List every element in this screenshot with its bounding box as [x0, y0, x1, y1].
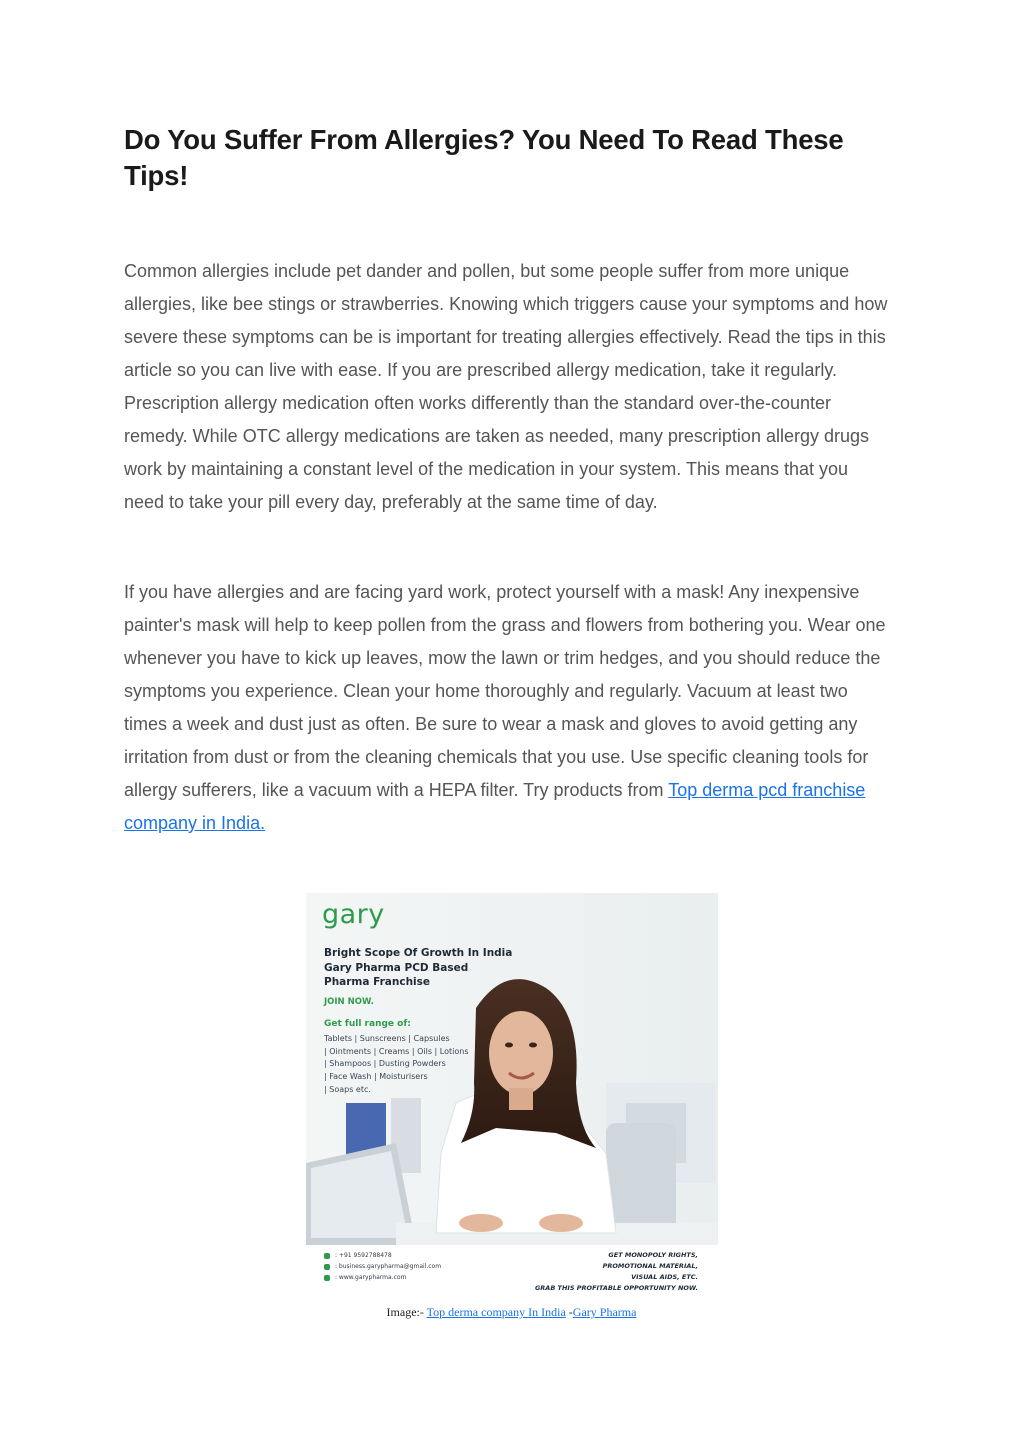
ad-contact-email-text: : business.garypharma@gmail.com — [335, 1263, 442, 1270]
ad-range-line: | Soaps etc. — [324, 1084, 371, 1094]
caption-link-derma-company[interactable]: Top derma company In India — [426, 1305, 566, 1319]
ad-range-title: Get full range of: — [324, 1019, 411, 1029]
ad-offer-line: PROMOTIONAL MATERIAL, — [602, 1262, 698, 1270]
ad-range-line: | Shampoos | Dusting Powders — [324, 1059, 446, 1069]
ad-product-range — [324, 1033, 494, 1097]
ad-range-line: Tablets | Sunscreens | Capsules — [324, 1034, 450, 1043]
paragraph-1: Common allergies include pet dander and pollen, but some people suffer from more unique allergies, like bee stings or strawberries. Knowing which triggers cause your symptoms and how severe these symptoms can be is important for treating allergies effectively. Read the tips in this article so you can live with ease. If you are prescribed allergy medication, take it regularly. Prescription allergy medication often works differently than the standard over-the-counter remedy. While OTC allergy medications are taken as needed, many prescription allergy drugs work by maintaining a constant level of the medication in your system. This means that you need to take your pill every day, preferably at the same time of day. — [124, 261, 888, 512]
ad-join-now: JOIN NOW. — [324, 997, 374, 1007]
gary-logo: gary — [322, 899, 385, 930]
ad-headline-line: Pharma Franchise — [324, 976, 431, 988]
ad-range-line: | Face Wash | Moisturisers — [324, 1072, 428, 1082]
ad-offer-line: GRAB THIS PROFITABLE OPPORTUNITY NOW. — [534, 1284, 698, 1292]
gary-pharma-ad-image — [306, 893, 718, 1295]
caption-separator: - — [565, 1305, 573, 1319]
ad-contact-email — [324, 1261, 441, 1272]
phone-icon — [324, 1253, 330, 1259]
paragraph-2-text: If you have allergies and are facing yard work, protect yourself with a mask! Any inexpensive painter's mask will help to keep pollen from the grass and flowers from bothering you. Wear one whenever you have to kick up leaves, mow the lawn or trim hedges, and you should reduce the symptoms you experience. Clean your home thoroughly and regularly. Vacuum at least two times a week and dust just as often. Be sure to wear a mask and gloves to avoid getting any irritation from dust or from the cleaning chemicals that you use. Use specific cleaning tools for allergy sufferers, like a vacuum with a HEPA filter. Try products from — [124, 582, 886, 800]
image-caption — [0, 1305, 1023, 1320]
paragraph-2 — [124, 576, 889, 840]
ad-offer-line: GET MONOPOLY RIGHTS, — [608, 1251, 698, 1259]
ad-contact-web — [324, 1272, 441, 1283]
ad-contact-phone-text: : +91 9592788478 — [335, 1252, 392, 1259]
derma-franchise-link[interactable]: Top derma pcd franchise company in India. — [124, 780, 866, 833]
caption-link-gary-pharma[interactable]: Gary Pharma — [572, 1305, 637, 1319]
article-title: Do You Suffer From Allergies? You Need To Read These Tips! — [124, 124, 844, 191]
ad-headline-line: Gary Pharma PCD Based — [324, 961, 469, 974]
ad-footer — [306, 1245, 718, 1295]
ad-headline-line: Bright Scope Of Growth In India — [324, 947, 513, 959]
ad-contact-info — [324, 1250, 441, 1283]
ad-offer-line: VISUAL AIDS, ETC. — [631, 1273, 698, 1281]
ad-contact-web-text: : www.garypharma.com — [335, 1274, 407, 1281]
caption-prefix: Image:- — [386, 1305, 427, 1319]
ad-headline — [324, 946, 524, 990]
ad-offer — [535, 1250, 698, 1294]
ad-range-line: | Ointments | Creams | Oils | Lotions — [324, 1046, 469, 1056]
globe-icon — [324, 1275, 330, 1281]
ad-contact-phone — [324, 1250, 441, 1261]
mail-icon — [324, 1264, 330, 1270]
